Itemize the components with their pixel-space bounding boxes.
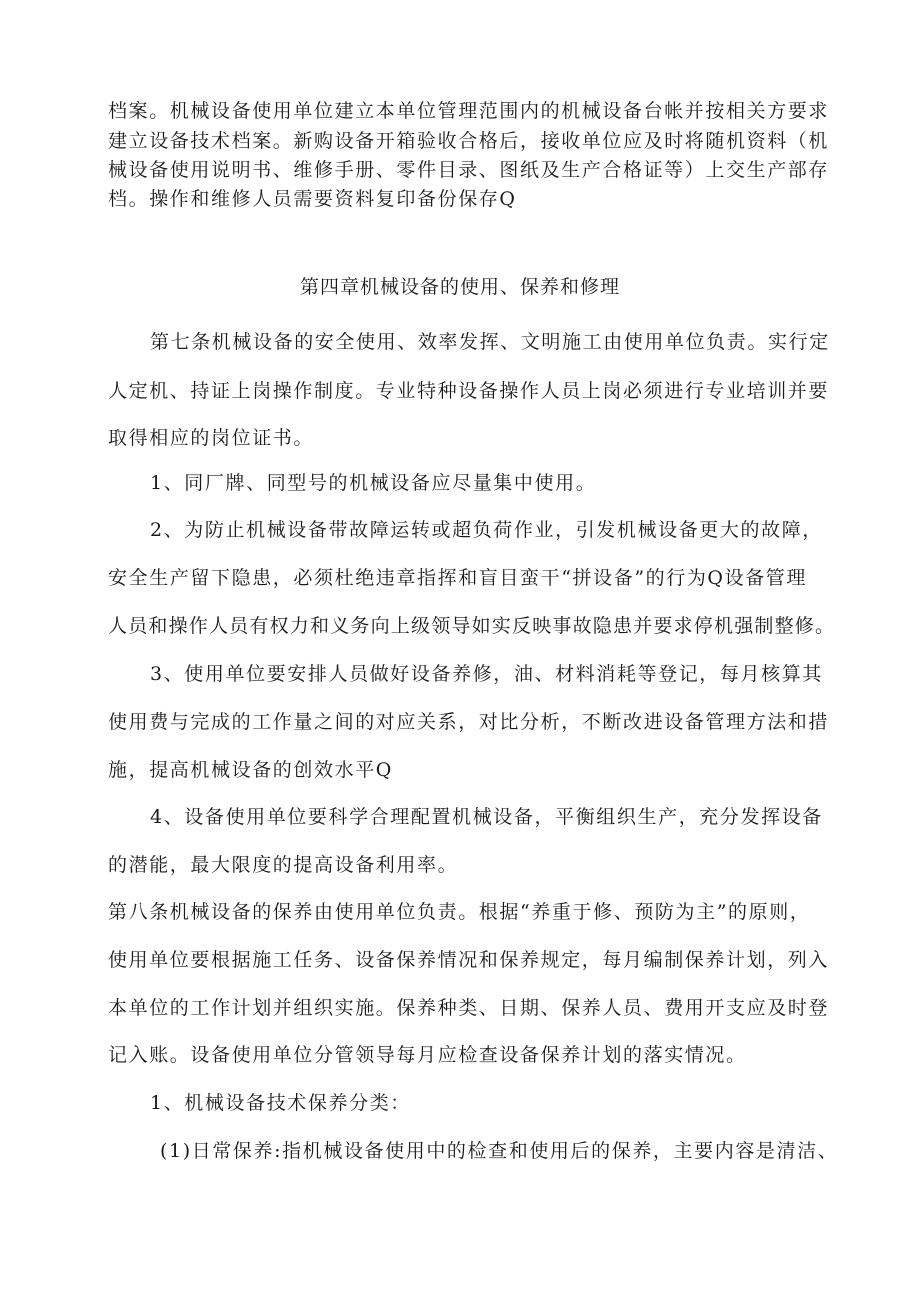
paragraph-line: 使用费与完成的工作量之间的对应关系，对比分析，不断改进设备管理方法和措: [108, 711, 830, 733]
paragraph-line: 取得相应的岗位证书。: [108, 427, 315, 449]
list-item: 2、为防止机械设备带故障运转或超负荷作业，引发机械设备更大的故障，: [150, 519, 823, 541]
paragraph-line: 安全生产留下隐患，必须杜绝违章指挥和盲目蛮干“拼设备”的行为Q设备管理: [108, 567, 808, 589]
paragraph-line: 第七条机械设备的安全使用、效率发挥、文明施工由使用单位负责。实行定: [150, 331, 830, 353]
paragraph-line: 第八条机械设备的保养由使用单位负责。根据“养重于修、预防为主”的原则，: [108, 901, 811, 923]
paragraph-line: 档。操作和维修人员需要资料复印备份保存Q: [108, 188, 517, 210]
paragraph-line: 使用单位要根据施工任务、设备保养情况和保养规定，每月编制保养计划，列入: [108, 949, 830, 971]
list-item: (1)日常保养:指机械设备使用中的检查和使用后的保养，主要内容是清洁、: [160, 1140, 839, 1162]
list-item: 1、机械设备技术保养分类：: [150, 1092, 411, 1114]
paragraph-line: 人员和操作人员有权力和义务向上级领导如实反映事故隐患并要求停机强制整修。: [108, 615, 836, 637]
paragraph-line: 施，提高机械设备的创效水平Q: [108, 759, 393, 781]
chapter-heading: 第四章机械设备的使用、保养和修理: [299, 276, 620, 298]
paragraph-line: 记入账。设备使用单位分管领导每月应检查设备保养计划的落实情况。: [108, 1044, 747, 1066]
list-item: 3、使用单位要安排人员做好设备养修，油、材料消耗等登记，每月核算其: [150, 663, 823, 685]
paragraph-line: 的潜能，最大限度的提高设备利用率。: [108, 854, 459, 876]
list-item: 1、同厂牌、同型号的机械设备应尽量集中使用。: [150, 472, 597, 494]
list-item: 4、设备使用单位要科学合理配置机械设备，平衡组织生产，充分发挥设备: [150, 806, 823, 828]
paragraph-line: 械设备使用说明书、维修手册、零件目录、图纸及生产合格证等）上交生产部存: [108, 159, 830, 181]
paragraph-line: 建立设备技术档案。新购设备开箱验收合格后，接收单位应及时将随机资料（机: [108, 130, 830, 152]
paragraph-line: 本单位的工作计划并组织实施。保养种类、日期、保养人员、费用开支应及时登: [108, 997, 830, 1019]
paragraph-line: 档案。机械设备使用单位建立本单位管理范围内的机械设备台帐并按相关方要求: [108, 100, 830, 122]
paragraph-line: 人定机、持证上岗操作制度。专业特种设备操作人员上岗必须进行专业培训并要: [108, 380, 830, 402]
